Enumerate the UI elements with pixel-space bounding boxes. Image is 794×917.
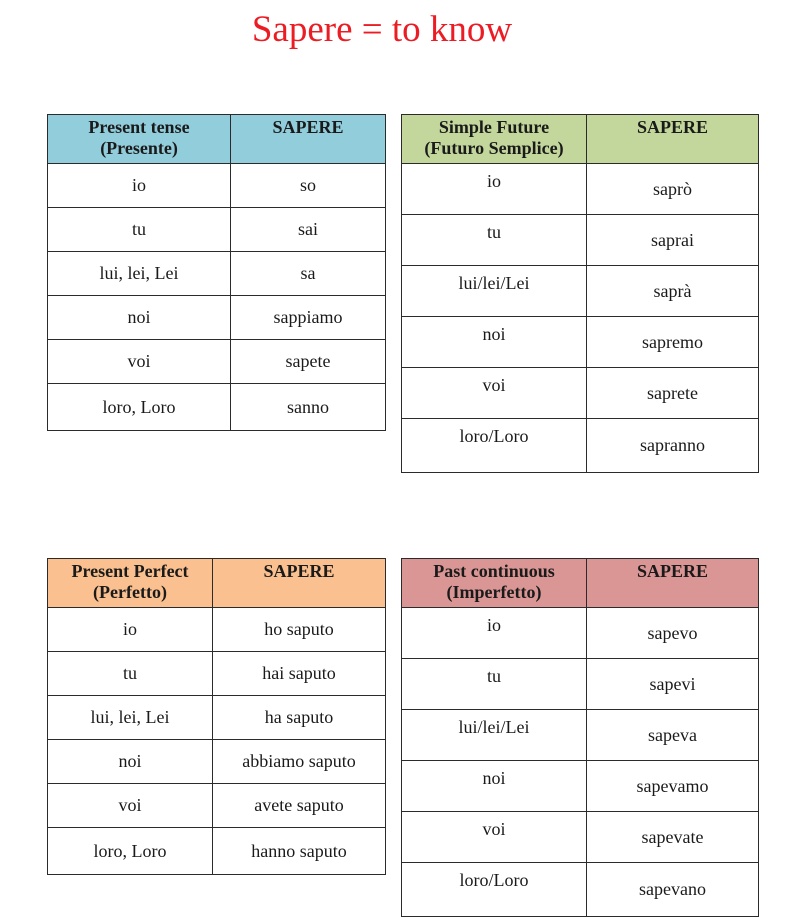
table-row	[48, 340, 386, 384]
table-row	[402, 659, 759, 710]
verb-form-cell: avete saputo	[213, 784, 386, 828]
verb-form-cell: sapeva	[587, 710, 759, 761]
table-row	[402, 317, 759, 368]
table-row	[402, 761, 759, 812]
verb-form-cell: sapevate	[587, 812, 759, 863]
pronoun-cell: tu	[48, 208, 231, 252]
verb-header: SAPERE	[587, 115, 759, 164]
pronoun-cell: lui/lei/Lei	[402, 710, 587, 761]
pronoun-cell: noi	[48, 740, 213, 784]
table-row	[48, 696, 386, 740]
pronoun-cell: tu	[402, 659, 587, 710]
verb-header: SAPERE	[231, 115, 386, 164]
verb-form-cell: sapete	[231, 340, 386, 384]
verb-form-cell: sapevamo	[587, 761, 759, 812]
table-row	[48, 784, 386, 828]
table-row	[48, 828, 386, 875]
table-row	[402, 710, 759, 761]
past-continuous-table	[401, 558, 759, 917]
table-row	[402, 419, 759, 473]
tense-italian-name: (Presente)	[100, 138, 178, 158]
table-row	[48, 608, 386, 652]
pronoun-cell: io	[48, 164, 231, 208]
tense-name: Present Perfect	[71, 561, 189, 581]
present-perfect-table	[47, 558, 386, 875]
pronoun-cell: lui/lei/Lei	[402, 266, 587, 317]
verb-form-cell: hai saputo	[213, 652, 386, 696]
pronoun-cell: voi	[402, 812, 587, 863]
pronoun-cell: io	[402, 608, 587, 659]
verb-form-cell: sanno	[231, 384, 386, 431]
verb-form-cell: saprò	[587, 164, 759, 215]
verb-form-cell: sapevo	[587, 608, 759, 659]
table-row	[402, 608, 759, 659]
pronoun-cell: voi	[48, 784, 213, 828]
pronoun-cell: tu	[48, 652, 213, 696]
verb-form-cell: sapremo	[587, 317, 759, 368]
pronoun-cell: loro/Loro	[402, 419, 587, 473]
pronoun-cell: noi	[48, 296, 231, 340]
tense-name: Simple Future	[438, 117, 550, 137]
pronoun-cell: io	[402, 164, 587, 215]
pronoun-cell: voi	[402, 368, 587, 419]
verb-form-cell: sappiamo	[231, 296, 386, 340]
verb-form-cell: so	[231, 164, 386, 208]
verb-form-cell: sapevano	[587, 863, 759, 917]
pronoun-cell: noi	[402, 761, 587, 812]
verb-form-cell: sapevi	[587, 659, 759, 710]
verb-form-cell: ha saputo	[213, 696, 386, 740]
verb-form-cell: sapranno	[587, 419, 759, 473]
pronoun-cell: loro/Loro	[402, 863, 587, 917]
table-row	[48, 208, 386, 252]
simple-future-table	[401, 114, 759, 473]
verb-form-cell: saprete	[587, 368, 759, 419]
table-row	[48, 296, 386, 340]
table-row	[402, 266, 759, 317]
pronoun-cell: io	[48, 608, 213, 652]
tense-name: Present tense	[88, 117, 190, 137]
verb-form-cell: abbiamo saputo	[213, 740, 386, 784]
verb-form-cell: sai	[231, 208, 386, 252]
table-row	[402, 215, 759, 266]
table-row	[48, 652, 386, 696]
verb-form-cell: ho saputo	[213, 608, 386, 652]
verb-header: SAPERE	[587, 559, 759, 608]
verb-form-cell: hanno saputo	[213, 828, 386, 875]
pronoun-cell: loro, Loro	[48, 828, 213, 875]
tense-header	[402, 559, 587, 608]
tense-italian-name: (Imperfetto)	[446, 582, 542, 602]
pronoun-cell: voi	[48, 340, 231, 384]
pronoun-cell: lui, lei, Lei	[48, 252, 231, 296]
tense-name: Past continuous	[433, 561, 555, 581]
pronoun-cell: noi	[402, 317, 587, 368]
present-tense-table	[47, 114, 386, 431]
table-row	[402, 812, 759, 863]
tense-header	[48, 115, 231, 164]
page-title: Sapere = to know	[251, 9, 513, 50]
table-row	[402, 863, 759, 917]
table-row	[402, 368, 759, 419]
table-row	[48, 164, 386, 208]
pronoun-cell: tu	[402, 215, 587, 266]
tense-italian-name: (Futuro Semplice)	[424, 138, 564, 158]
tense-header	[48, 559, 213, 608]
pronoun-cell: loro, Loro	[48, 384, 231, 431]
verb-form-cell: sa	[231, 252, 386, 296]
tense-italian-name: (Perfetto)	[93, 582, 167, 602]
verb-form-cell: saprai	[587, 215, 759, 266]
verb-form-cell: saprà	[587, 266, 759, 317]
verb-header: SAPERE	[213, 559, 386, 608]
tense-header	[402, 115, 587, 164]
table-row	[48, 252, 386, 296]
pronoun-cell: lui, lei, Lei	[48, 696, 213, 740]
table-row	[402, 164, 759, 215]
table-row	[48, 740, 386, 784]
table-row	[48, 384, 386, 431]
